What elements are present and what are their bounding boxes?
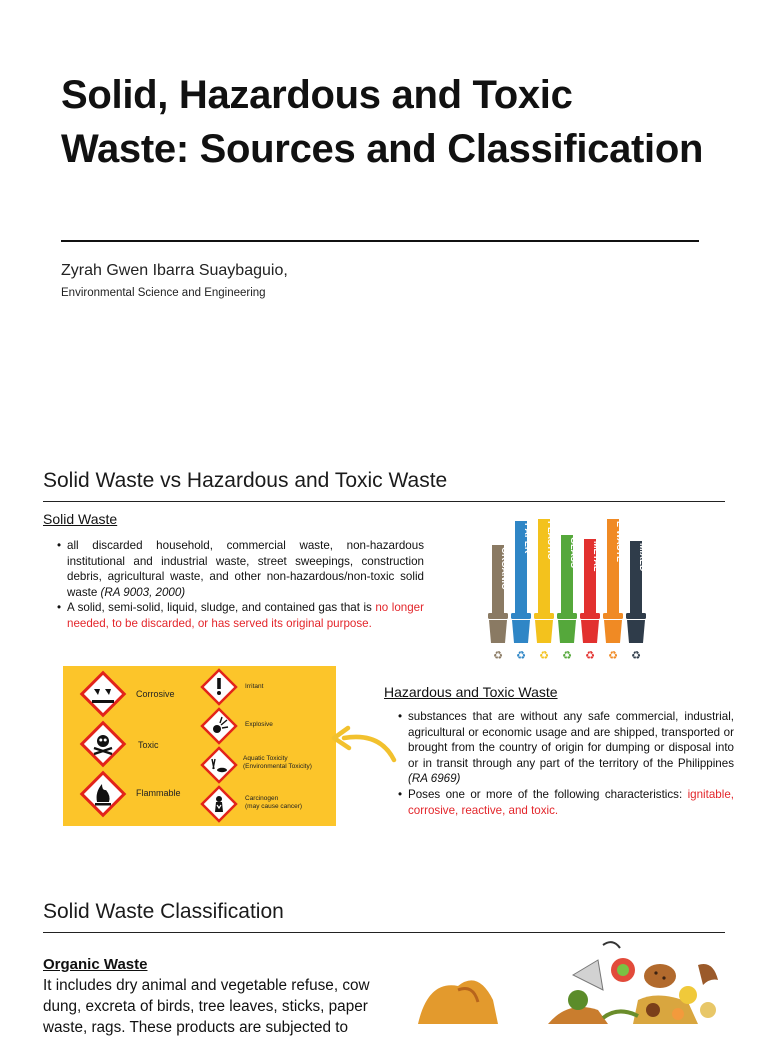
waste-bin-glass: [557, 535, 579, 662]
bullet-text: all discarded household, commercial waste, non-hazardous institutional and industrial waste, street sweepings, construction debris, agricultural waste, and other non-hazardous/non-toxic solid waste: [67, 539, 424, 599]
bin-label: PAPER: [523, 523, 533, 554]
waste-bin-e-waste: [603, 519, 625, 662]
author-name: Zyrah Gwen Ibarra Suaybaguio,: [61, 262, 288, 279]
organic-waste-description: It includes dry animal and vegetable refuse, cow dung, excreta of birds, tree leaves, sticks, paper waste, rags. These products are subjected to: [43, 977, 370, 1036]
arrow-icon: [330, 724, 398, 770]
toxic-skull-icon: [82, 723, 124, 765]
pictogram-label: Toxic: [138, 740, 159, 750]
flammable-icon: [82, 773, 124, 815]
list-item: [398, 787, 734, 818]
organic-waste-heading: Organic Waste: [43, 956, 148, 973]
corrosive-icon: [82, 673, 124, 715]
waste-bins-illustration: [482, 513, 652, 665]
pictogram-label: Carcinogen (may cause cancer): [245, 795, 303, 810]
hazardous-waste-list: [398, 709, 734, 818]
section-title-comparison: Solid Waste vs Hazardous and Toxic Waste: [43, 469, 448, 492]
food-waste-illustration: [398, 940, 738, 1024]
recycle-icon: ♻: [562, 650, 572, 662]
recycle-icon: ♻: [493, 650, 503, 662]
bin-label: E-WASTE: [615, 521, 625, 563]
bin-label: ORGANIC: [500, 547, 510, 590]
pictogram-label: Corrosive: [136, 689, 175, 699]
waste-bin-organic: [488, 545, 510, 662]
bin-label: GLASS: [569, 537, 579, 569]
section-divider: [43, 932, 725, 933]
list-item: [398, 709, 734, 787]
recycle-icon: ♻: [539, 650, 549, 662]
recycle-icon: ♻: [631, 650, 641, 662]
waste-bin-plastic: [534, 519, 556, 662]
bullet-highlight: no longer needed, to be discarded, or has served its original purpose.: [67, 601, 424, 630]
waste-bin-mixed: [626, 541, 648, 662]
waste-bin-metal: [580, 539, 602, 662]
list-item: [57, 600, 424, 631]
recycle-icon: ♻: [585, 650, 595, 662]
explosive-icon: [202, 709, 236, 743]
recycle-icon: ♻: [608, 650, 618, 662]
solid-waste-heading: Solid Waste: [43, 511, 118, 527]
bullet-citation: (RA 9003, 2000): [100, 585, 186, 599]
title-divider: [61, 240, 699, 242]
waste-bin-paper: [511, 521, 533, 662]
hazardous-waste-heading: Hazardous and Toxic Waste: [384, 684, 558, 700]
section-divider: [43, 501, 725, 502]
bin-label: METAL: [592, 541, 602, 572]
pictogram-label: Irritant: [245, 683, 264, 690]
recycle-icon: ♻: [516, 650, 526, 662]
list-item: [57, 538, 424, 600]
carcinogen-icon: [202, 787, 236, 821]
bullet-citation: (RA 6969): [408, 772, 461, 786]
pictogram-label: Aquatic Toxicity (Environmental Toxicity): [243, 755, 312, 770]
bullet-text: A solid, semi-solid, liquid, sludge, and contained gas that is: [67, 601, 376, 615]
irritant-exclamation-icon: [202, 670, 236, 704]
pictogram-label: Explosive: [245, 721, 273, 728]
hazard-pictogram-panel: [63, 666, 336, 826]
author-affiliation: Environmental Science and Engineering: [61, 287, 266, 299]
aquatic-toxicity-icon: [202, 748, 236, 782]
pictogram-label: Flammable: [136, 788, 181, 798]
bullet-text: substances that are without any safe commercial, industrial, agricultural or economic usage and are shipped, transported or brought from the country of origin for dumping or disposal into or in transit through any part of the territory of the Philippines: [408, 710, 734, 770]
bin-label: MIXED: [638, 543, 648, 572]
solid-waste-list: [57, 538, 424, 632]
bullet-highlight: ignitable, corrosive, reactive, and toxic.: [408, 787, 734, 817]
section-title-classification: Solid Waste Classification: [43, 900, 284, 923]
bin-label: PLASTIC: [546, 521, 556, 560]
page-title: Solid, Hazardous and Toxic Waste: Sources and Classification: [61, 73, 704, 171]
bullet-text: Poses one or more of the following characteristics:: [408, 787, 688, 801]
